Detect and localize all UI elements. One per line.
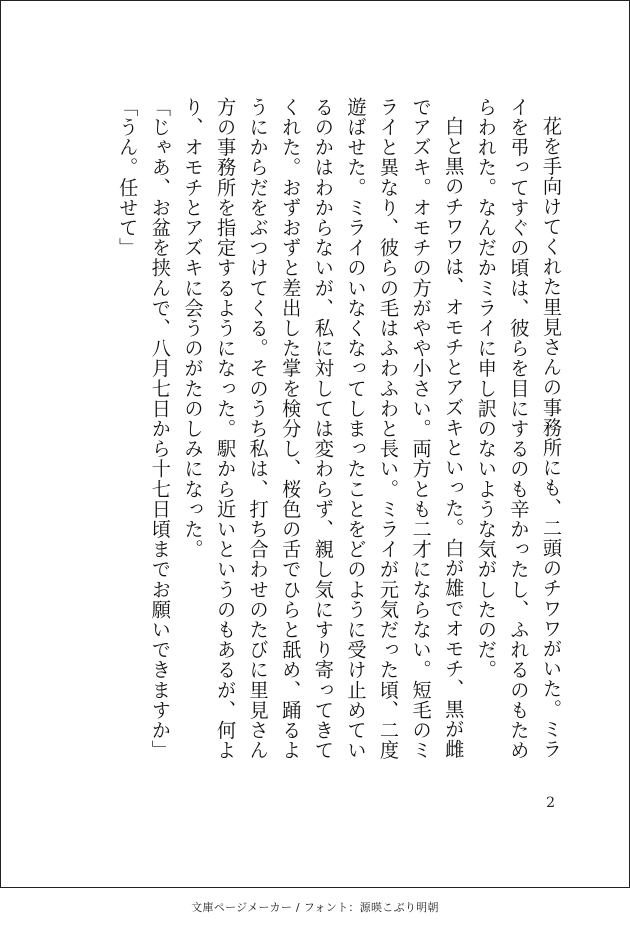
paragraph-3-dialogue: 「じゃあ、お盆を挟んで、八月七日から十七日頃までお願いできますか」「うん。任せて」: [116, 97, 172, 761]
paragraph-2: 白と黒のチワワは、オモチとアズキといった。白が雄でオモチ、黒が雌でアズキ。オモチの方がやや小さい。両方とも二才にならない。短毛のミライと異なり、彼らの毛はふわふわと長い。ミライが元気だった頃、二度遊ばせた。ミライのいなくなってしまったことをどのように受け止めているのかはわからないが、私に対しては変わらず、親し気にすり寄ってきてくれた。おずおずと差出した掌を検分し、桜色の舌でひらと舐め、踊るようにからだをぶつけてくる。そのうち私は、打ち合わせのたびに里見さん方の事務所を指定するようになった。駅から近いというのもあるが、何より、オモチとアズキに会うのがたのしみになった。: [181, 97, 466, 761]
footer-credit: 文庫ページメーカー / フォント：源暎こぶり明朝: [191, 901, 439, 914]
vertical-body-text: [111, 97, 567, 777]
paragraph-1: 花を手向けてくれた里見さんの事務所にも、二頭のチワワがいた。ミライを弔ってすぐの頃は、彼らを目にするのも辛かったし、ふれるのもためらわれた。なんだかミライに申し訳のないような気がしたのだ。: [474, 97, 563, 761]
page-number: 2: [546, 795, 555, 811]
